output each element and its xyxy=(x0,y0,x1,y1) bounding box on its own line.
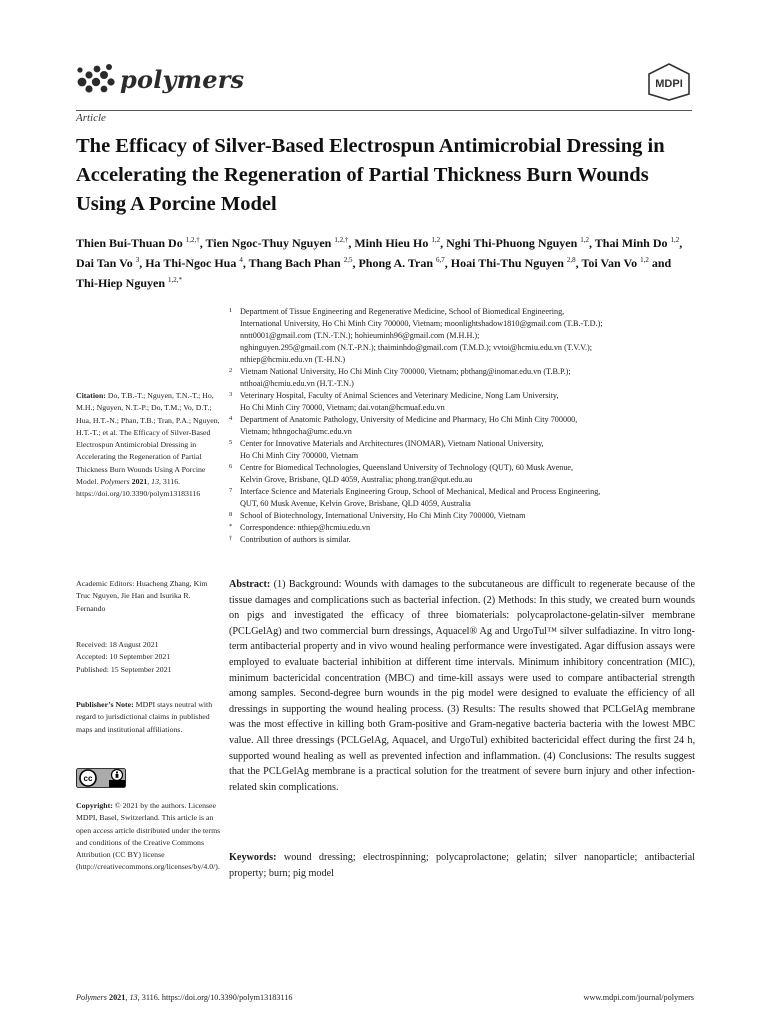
author-name: Thai Minh Do xyxy=(594,236,668,250)
footer-year: 2021 xyxy=(108,993,126,1002)
affiliation-mark: 5 xyxy=(229,439,233,446)
citation-label: Citation: xyxy=(76,391,106,400)
author-affiliation-marks: 1,2,† xyxy=(185,236,200,244)
publisher-note xyxy=(76,699,221,736)
author-separator: , xyxy=(352,255,359,270)
citation-journal: Polymers xyxy=(100,477,130,487)
affiliation-text: Contribution of authors is similar. xyxy=(240,535,351,544)
affiliation-mark: † xyxy=(229,535,233,542)
author-name: Dai Tan Vo xyxy=(76,255,133,270)
affiliation-text: Department of Anatomic Pathology, University of Medicine and Pharmacy, Ho Chi Minh City 700000, Vietnam; hthngocha@umc.edu.vn xyxy=(240,415,578,436)
header-rule xyxy=(76,110,692,111)
author-separator: , xyxy=(575,255,582,270)
author-affiliation-marks: 1,2 xyxy=(580,236,589,244)
affiliation-text: Department of Tissue Engineering and Regenerative Medicine, School of Biomedical Engineering, International University, Ho Chi Minh City 700000, Vietnam; moonlightshadow1810@gmail.com (T.B.-T.D.); nntt0001@gmail.com (T.N.-T.N.); hohieuminh96@gmail.com (M.H.H.); nghinguyen.295@gmail.com (N.T.-P.N.); thaiminhdo@gmail.com (T.M.D.); vvtoi@hcmiu.edu.vn (T.V.V.); nthiep@hcmiu.edu.vn (T.-H.N.) xyxy=(240,307,603,364)
author-name: Minh Hieu Ho xyxy=(354,236,429,250)
author-affiliation-marks: 1,2,† xyxy=(334,236,349,244)
author-affiliation-marks: 1,2,* xyxy=(168,275,183,284)
abstract-text: (1) Background: Wounds with damages to the subcutaneous are difficult to regenerate because of the tissue damages and complications such as bacterial infection. (2) Methods: In this study, we created burn wounds on pigs and investigated the efficacy of three biomaterials: polycaprolactone-gelatin-silver membrane (PCLGelAg) and two commercial burn dressings, Aquacel® Ag and UrgoTul™ silver sulfadiazine. In vitro long-term antibacterial property and in vivo wound healing performance were investigated. Agar diffusion assays were employed to evaluate bacterial inhibition at different time intervals. Minimum inhibitory concentration (MIC), minimum bactericidal concentration (MBC) and time-kill assays were used to compare antibacterial strength among samples. Second-degree burn wounds in the pig model were designed to evaluate the efficiency of all dressings in supporting the wound healing process. (3) Results: The results showed that PCLGelAg membrane was the most effective in killing both Gram-positive and Gram-negative bacteria bacteria with the lowest MBC value. All three dressings (PCLGelAg, Aquacel, and UrgoTul) exhibited bactericidal effect during the first 24 h, supported wound healing as well as prevented infection and inflammation. (4) Conclusions: The results suggest that the PCLGelAg membrane is a practical solution for the treatment of severe burn injury and other infection-related skin complications. xyxy=(229,579,695,793)
footer-volume: 13 xyxy=(129,993,138,1002)
author-separator: , xyxy=(242,255,249,270)
mdpi-logo-text: MDPI xyxy=(655,78,683,90)
paper-title: The Efficacy of Silver-Based Electrospun Antimicrobial Dressing in Accelerating the Regeneration of Partial Thickness Burn Wounds Using A Porcine Model xyxy=(76,135,665,215)
author-affiliation-marks: 4 xyxy=(239,255,243,264)
affiliation-item xyxy=(229,306,695,366)
affiliation-text: School of Biotechnology, International University, Ho Chi Minh City 700000, Vietnam xyxy=(240,511,526,520)
citation-text: Do, T.B.-T.; Nguyen, T.N.-T.; Ho, M.H.; Nguyen, N.T.-P.; Do, T.M.; Vo, D.T.; Hua, H.T.-N.; Phan, T.B.; Tran, P.A.; Nguyen, H.T.-T.; et al. The Efficacy of Silver-Based Electrospun Antimicrobial Dressing in Accelerating the Regeneration of Partial Thickness Burn Wounds Using A Porcine Model. xyxy=(76,391,220,487)
affiliation-item xyxy=(229,438,695,462)
author-name: Nghi Thi-Phuong Nguyen xyxy=(446,236,578,250)
affiliations xyxy=(229,306,695,546)
polymers-molecule-icon xyxy=(76,62,116,96)
copyright-text: © 2021 by the authors. Licensee MDPI, Basel, Switzerland. This article is an open access article distributed under the terms and conditions of the Creative Commons Attribution (CC BY) license (http://creativecommons.org/licenses/by/4.0/). xyxy=(76,801,221,872)
affiliation-mark: 4 xyxy=(229,415,233,422)
affiliation-text: Center for Innovative Materials and Architectures (INOMAR), Vietnam National University, Ho Chi Minh City 700000, Vietnam xyxy=(240,439,544,460)
mdpi-logo xyxy=(646,62,692,102)
author-list xyxy=(76,232,692,291)
affiliation-item xyxy=(229,486,695,510)
author-affiliation-marks: 2,8 xyxy=(566,255,576,264)
citation-volume: 13 xyxy=(151,477,159,487)
author-separator: , xyxy=(444,255,451,270)
keywords-label: Keywords: xyxy=(229,852,277,863)
author-affiliation-marks: 6,7 xyxy=(436,255,445,264)
editors-text: Huacheng Zhang, Kim Truc Nguyen, Jie Han and Isurika R. Fernando xyxy=(76,579,208,613)
affiliation-text: Interface Science and Materials Engineering Group, School of Mechanical, Medical and Process Engineering, QUT, 60 Musk Avenue, Kelvin Grove, Brisbane, QLD 4059, Australia xyxy=(240,487,601,508)
affiliation-text: Centre for Biomedical Technologies, Queensland University of Technology (QUT), 60 Musk Avenue, Kelvin Grove, Brisbane, QLD 4059, Australia; phong.tran@qut.edu.au xyxy=(240,463,574,484)
affiliation-item xyxy=(229,390,695,414)
affiliation-mark: 2 xyxy=(229,367,233,374)
author-name: Tien Ngoc-Thuy Nguyen xyxy=(205,236,332,250)
footer-journal-url[interactable]: www.mdpi.com/journal/polymers xyxy=(583,993,694,1002)
author-affiliation-marks: 2,5 xyxy=(343,255,353,264)
affiliation-mark: 8 xyxy=(229,511,233,518)
abstract-label: Abstract: xyxy=(229,579,271,590)
affiliation-item xyxy=(229,366,695,390)
citation-doi[interactable]: , 3116. https://doi.org/10.3390/polym13183116 xyxy=(76,477,201,499)
affiliation-text: Correspondence: nthiep@hcmiu.edu.vn xyxy=(240,523,371,532)
keywords xyxy=(229,850,695,881)
author-name: Thi-Hiep Nguyen xyxy=(76,275,166,290)
affiliation-mark: 7 xyxy=(229,487,233,494)
affiliation-mark: 6 xyxy=(229,463,233,470)
publisher-note-label: Publisher’s Note: xyxy=(76,700,134,709)
author-name: Thien Bui-Thuan Do xyxy=(76,236,183,250)
author-separator: , xyxy=(679,236,683,250)
journal-name: polymers xyxy=(120,64,245,94)
footer-journal: Polymers xyxy=(76,993,107,1002)
author-name: Toi Van Vo xyxy=(581,255,638,270)
editors-label: Academic Editors: xyxy=(76,579,135,588)
footer-doi[interactable]: , 3116. https://doi.org/10.3390/polym13183116 xyxy=(137,993,293,1002)
author-separator: , xyxy=(139,255,146,270)
affiliation-item xyxy=(229,462,695,486)
published-date: Published: 15 September 2021 xyxy=(76,664,172,674)
affiliation-mark: 1 xyxy=(229,307,233,314)
abstract xyxy=(229,577,695,795)
author-separator: , xyxy=(440,236,447,250)
author-affiliation-marks: 1,2 xyxy=(670,236,680,244)
citation: Citation: Do, T.B.-T.; Nguyen, T.N.-T.; Ho, M.H.; Nguyen, N.T.-P.; Do, T.M.; Vo, D.T.; Hua, H.T.-N.; Phan, T.B.; Tran, P.A.; Nguyen, H.T.-T.; et al. The Efficacy of Silver-Based Electrospun Antimicrobial Dressing in Accelerating the Regeneration of Partial Thickness Burn Wounds Using A Porcine Model. Polymers 2021, 13, 3116. https://doi.org/10.3390/polym13183116 xyxy=(76,391,220,499)
copyright-notice xyxy=(76,800,221,874)
footer-citation: Polymers 2021, 13, 3116. https://doi.org/10.3390/polym13183116 xyxy=(76,993,293,1002)
academic-editors xyxy=(76,578,221,615)
affiliation-text: Vietnam National University, Ho Chi Minh City 700000, Vietnam; pbthang@inomar.edu.vn (T.B.P.); ntthoai@hcmiu.edu.vn (H.T.-T.N.) xyxy=(240,367,571,388)
author-separator: , xyxy=(199,236,206,250)
affiliation-text: Veterinary Hospital, Faculty of Animal Sciences and Veterinary Medicine, Nong Lam University, Ho Chi Minh City 70000, Vietnam; dai.votan@hcmuaf.edu.vn xyxy=(240,391,559,412)
publisher-note-text: MDPI stays neutral with regard to jurisdictional claims in published maps and institutional affiliations. xyxy=(76,700,213,734)
affiliation-item xyxy=(229,510,695,522)
author-affiliation-marks: 1,2 xyxy=(640,255,649,264)
author-name: Ha Thi-Ngoc Hua xyxy=(145,255,237,270)
dates xyxy=(76,639,221,676)
svg-text:cc: cc xyxy=(83,774,93,784)
received-date: Received: 18 August 2021 xyxy=(76,640,159,649)
author-separator: and xyxy=(648,255,672,270)
affiliation-mark: * xyxy=(229,523,233,530)
citation-year: 2021 xyxy=(131,477,148,487)
author-separator: , xyxy=(589,236,595,250)
affiliation-item xyxy=(229,534,695,546)
cc-by-license-icon[interactable] xyxy=(76,768,126,788)
journal-logo xyxy=(76,62,244,96)
copyright-label: Copyright: xyxy=(76,801,113,810)
accepted-date: Accepted: 10 September 2021 xyxy=(76,652,171,662)
author-name: Thang Bach Phan xyxy=(248,255,341,270)
article-type: Article xyxy=(76,112,106,124)
author-name: Phong A. Tran xyxy=(358,255,434,270)
author-separator: , xyxy=(348,236,355,250)
affiliation-mark: 3 xyxy=(229,391,233,398)
affiliation-item xyxy=(229,414,695,438)
author-name: Hoai Thi-Thu Nguyen xyxy=(450,255,564,270)
author-affiliation-marks: 3 xyxy=(135,255,140,264)
affiliation-item xyxy=(229,522,695,534)
author-affiliation-marks: 1,2 xyxy=(431,236,441,244)
keywords-text: wound dressing; electrospinning; polycaprolactone; gelatin; silver nanoparticle; antibacterial property; burn; pig model xyxy=(229,852,695,879)
